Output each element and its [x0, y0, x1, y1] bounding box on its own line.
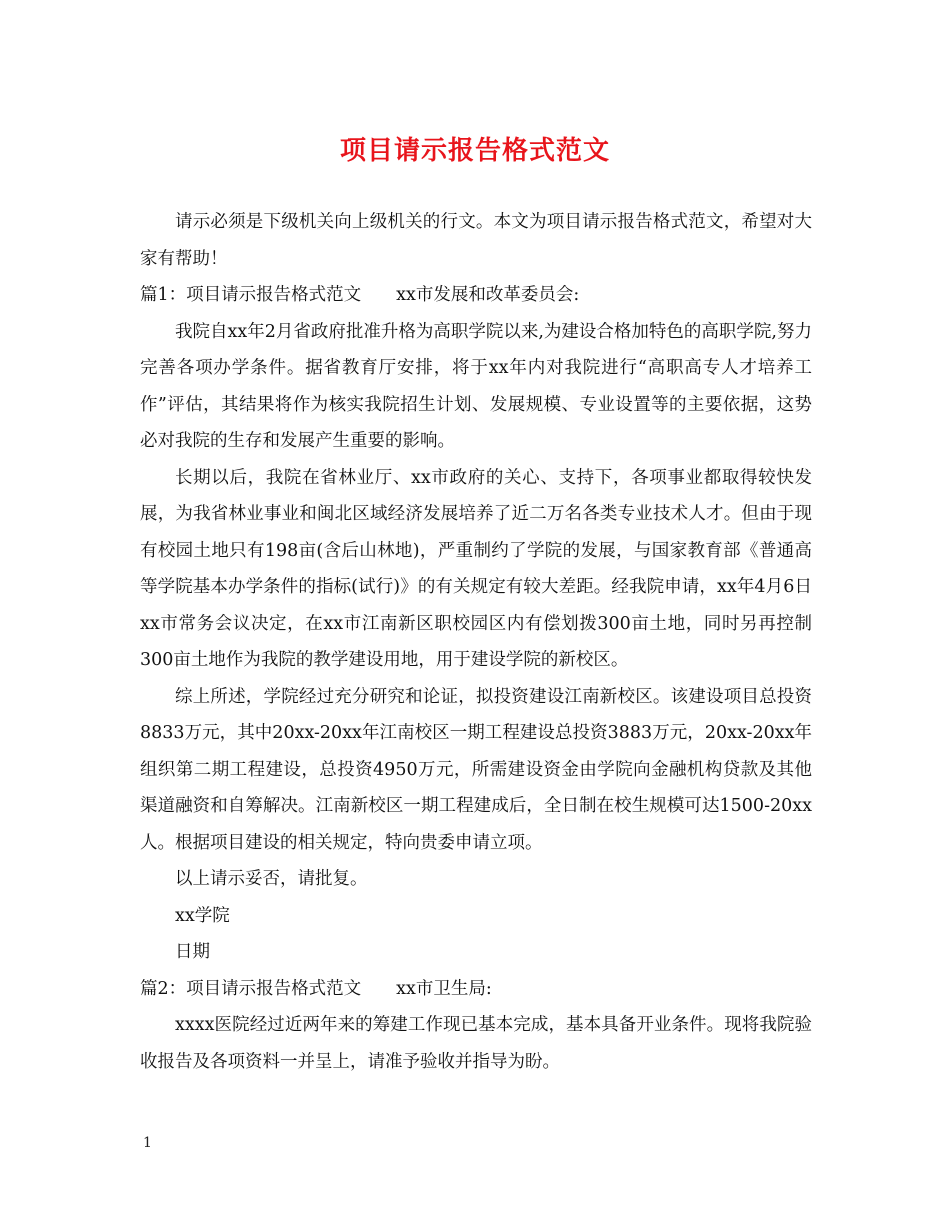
- section1-paragraph-3: 综上所述，学院经过充分研究和论证，拟投资建设江南新校区。该建设项目总投资8833万元，其中20xx-20xx年江南校区一期工程建设总投资3883万元，20xx-20xx年组织第二期工程建设，总投资4950万元，所需建设资金由学院向金融机构贷款及其他渠道融资和自筹解决。江南新校区一期工程建成后，全日制在校生规模可达1500-20xx人。根据项目建设的相关规定，特向贵委申请立项。: [140, 686, 812, 853]
- section1-closing: 以上请示妥否，请批复。: [175, 869, 368, 889]
- section2-header-line: [140, 971, 812, 1008]
- section1-paragraph-1: 我院自xx年2月省政府批准升格为高职学院以来,为建设合格加特色的高职学院,努力完善各项办学条件。据省教育厅安排，将于xx年内对我院进行“高职高专人才培养工作”评估，其结果将作为核实我院招生计划、发展规模、专业设置等的主要依据，这势必对我院的生存和发展产生重要的影响。: [140, 321, 812, 451]
- section1-signature: xx学院: [175, 905, 230, 926]
- section2-heading: 篇2：项目请示报告格式范文: [140, 978, 362, 999]
- section2-paragraph-1: xxxx医院经过近两年来的筹建工作现已基本完成，基本具备开业条件。现将我院验收报告及各项资料一并呈上，请准予验收并指导为盼。: [140, 1015, 812, 1072]
- section2-addressee: xx市卫生局:: [396, 978, 492, 999]
- intro-paragraph: 请示必须是下级机关向上级机关的行文。本文为项目请示报告格式范文，希望对大家有帮助！: [140, 212, 812, 269]
- document-title: 项目请示报告格式范文: [339, 136, 610, 166]
- section1-paragraph-2: 长期以后，我院在省林业厅、xx市政府的关心、支持下，各项事业都取得较快发展，为我省林业事业和闽北区域经济发展培养了近二万名各类专业技术人才。但由于现有校园土地只有198亩(含后山林地)，严重制约了学院的发展，与国家教育部《普通高等学院基本办学条件的指标(试行)》的有关规定有较大差距。经我院申请，xx年4月6日xx市常务会议决定，在xx市江南新区职校园区内有偿划拨300亩土地，同时另再控制300亩土地作为我院的教学建设用地，用于建设学院的新校区。: [140, 467, 812, 670]
- document-body: [140, 204, 812, 1080]
- section1-date: 日期: [175, 942, 210, 962]
- section1-addressee: xx市发展和改革委员会:: [396, 285, 580, 305]
- section1-header-line: [140, 277, 812, 314]
- section1-heading: 篇1：项目请示报告格式范文: [140, 285, 362, 305]
- page-number: 1: [143, 1135, 152, 1151]
